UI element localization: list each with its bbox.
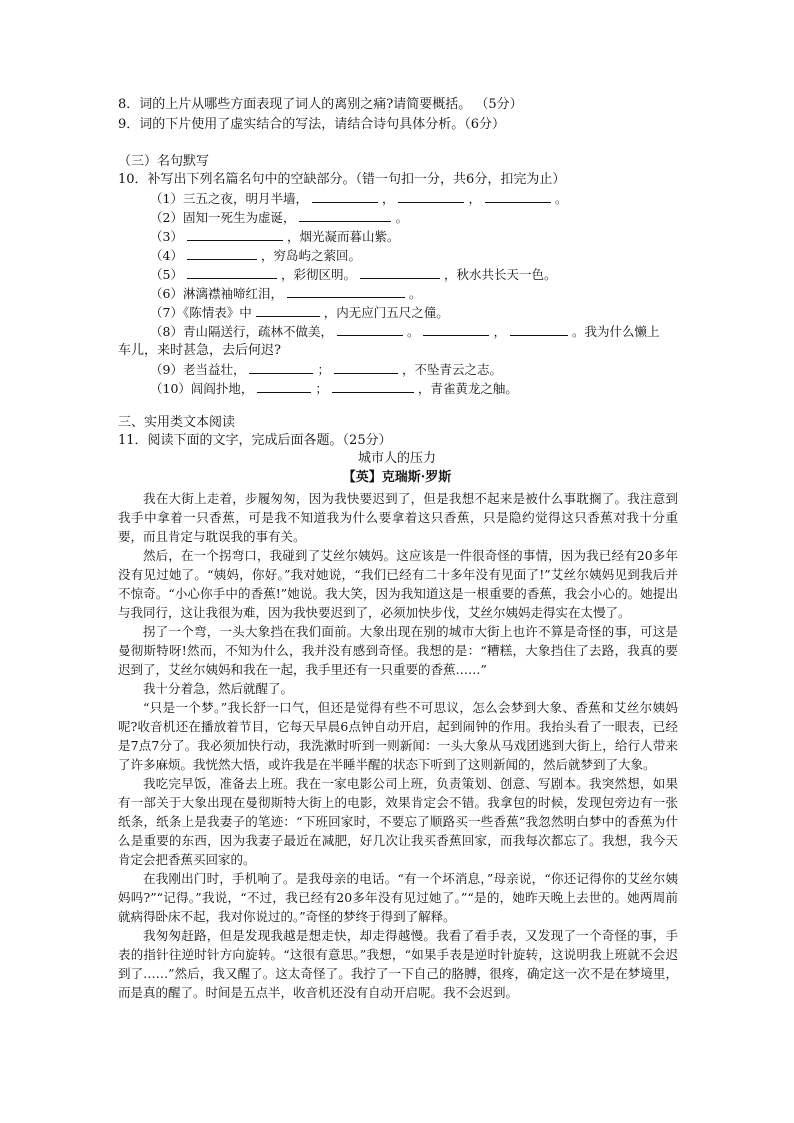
fill-item-8: （8）青山隔送行，疏林不做美， 。 ， 。我为什么懒上 [150,324,660,339]
fill-item-6: （6）淋漓襟袖啼红泪， 。 [150,286,422,301]
fill-item-2: （2）固知一死生为虚诞， 。 [150,210,408,225]
article-paragraph: “只是一个梦。”我长舒一口气，但还是觉得有些不可思议，怎么会梦到大象、香蕉和艾丝尔姨妈呢?收音机还在播放着节目，它每天早晨6点钟自动开启，起到闹钟的作用。我抬头看了一眼表，已经是7点7分了。我必须加快行动，我洗漱时听到一则新闻：一头大象从马戏团逃到大街上，给行人带来了许多麻烦。我恍然大悟，或许我是在半睡半醒的状态下听到了这则新闻的，然后就梦到了大象。 [118,700,678,772]
fill-item-10: （10）闾阎扑地， ； ，青雀黄龙之舳。 [150,381,518,396]
article-paragraph: 我在大街上走着，步履匆匆，因为我快要迟到了，但是我想不起来是被什么事耽搁了。我注意到我手中拿着一只香蕉，可是我不知道我为什么要拿着这只香蕉，只是隐约觉得这只香蕉对我十分重要，而且肯定与耽误我的事有关。 [118,491,678,544]
article-paragraph: 拐了一个弯，一头大象挡在我们面前。大象出现在别的城市大街上也许不算是奇怪的事，可这是曼彻斯特呀!然而，不知为什么，我并没有感到奇怪。我想的是：“糟糕，大象挡住了去路，我真的要迟到了，艾丝尔姨妈和我在一起，我手里还有一只重要的香蕉……” [118,624,678,677]
part-heading-practical-reading: 三、实用类文本阅读 [118,415,236,430]
fill-item-1: （1）三五之夜，明月半墙， ， ， 。 [150,191,568,206]
fill-item-7: （7）《陈情表》中 ，内无应门五尺之僮。 [150,305,449,320]
article-paragraph: 在我刚出门时，手机响了。是我母亲的电话。“有一个坏消息，”母亲说，“你还记得你的艾丝尔姨妈吗?”“记得。”我说，“不过，我已经有20多年没有见过她了。”“是的，她昨天晚上去世的。她两周前就病得卧床不起，我对你说过的。”奇怪的梦终于得到了解释。 [118,871,678,924]
fill-item-3: （3） ，烟光凝而暮山紫。 [150,229,400,244]
question-11: 11．阅读下面的文字，完成后面各题。（25分） [118,433,392,448]
article-author: 【英】克瑞斯·罗斯 [342,470,452,485]
question-10: 10．补写出下列名篇名句中的空缺部分。（错一句扣一分，共6分，扣完为止） [118,172,566,187]
question-9: 9．词的下片使用了虚实结合的写法，请结合诗句具体分析。（6分） [118,117,506,132]
fill-item-9: （9）老当益壮， ； ，不坠青云之志。 [150,362,502,377]
article-paragraph: 我吃完早饭，准备去上班。我在一家电影公司上班，负责策划、创意、写剧本。我突然想，如果有一部关于大象出现在曼彻斯特大街上的电影，效果肯定会不错。我拿包的时候，发现包旁边有一张纸条，纸条上是我妻子的笔迹：“下班回家时，不要忘了顺路买一些香蕉”我忽然明白梦中的香蕉为什么是重要的东西，因为我妻子最近在减肥，好几次让我买香蕉回家，而我每次都忘了。我想，我今天肯定会把香蕉买回家的。 [118,776,678,867]
article-body [118,489,678,1002]
article-paragraph: 然后，在一个拐弯口，我碰到了艾丝尔姨妈。这应该是一件很奇怪的事情，因为我已经有20多年没有见过她了。“姨妈，你好。”我对她说，“我们已经有二十多年没有见面了!”艾丝尔姨妈见到我后并不惊奇。“小心你手中的香蕉!”她说。我大笑，因为我知道这是一根重要的香蕉，我会小心的。她提出与我同行，这让我很为难，因为我快要迟到了，必须加快步伐，艾丝尔姨妈走得实在太慢了。 [118,548,678,620]
section-heading-famous-lines: （三）名句默写 [118,154,210,169]
article-paragraph: 我匆匆赶路，但是发现我越是想走快，却走得越慢。我看了看手表，又发现了一个奇怪的事，手表的指针往逆时针方向旋转。“这很有意思。”我想，“如果手表是逆时针旋转，这说明我上班就不会迟到了……”然后，我又醒了。这太奇怪了。我拧了一下自己的胳膊，很疼，确定这一次不是在梦境里，而是真的醒了。时间是五点半，收音机还没有自动开启呢。我不会迟到。 [118,928,678,1000]
question-8: 8．词的上片从哪些方面表现了词人的离别之痛?请简要概括。 （5分） [118,97,523,112]
fill-item-5: （5） ，彩彻区明。 ，秋水共长天一色。 [150,267,557,282]
article-paragraph: 我十分着急，然后就醒了。 [143,681,294,696]
fill-item-8-continued: 车儿，来时甚急，去后何迟? [118,343,281,358]
article-title: 城市人的压力 [357,451,436,466]
fill-item-4: （4） ，穷岛屿之萦回。 [150,248,361,263]
